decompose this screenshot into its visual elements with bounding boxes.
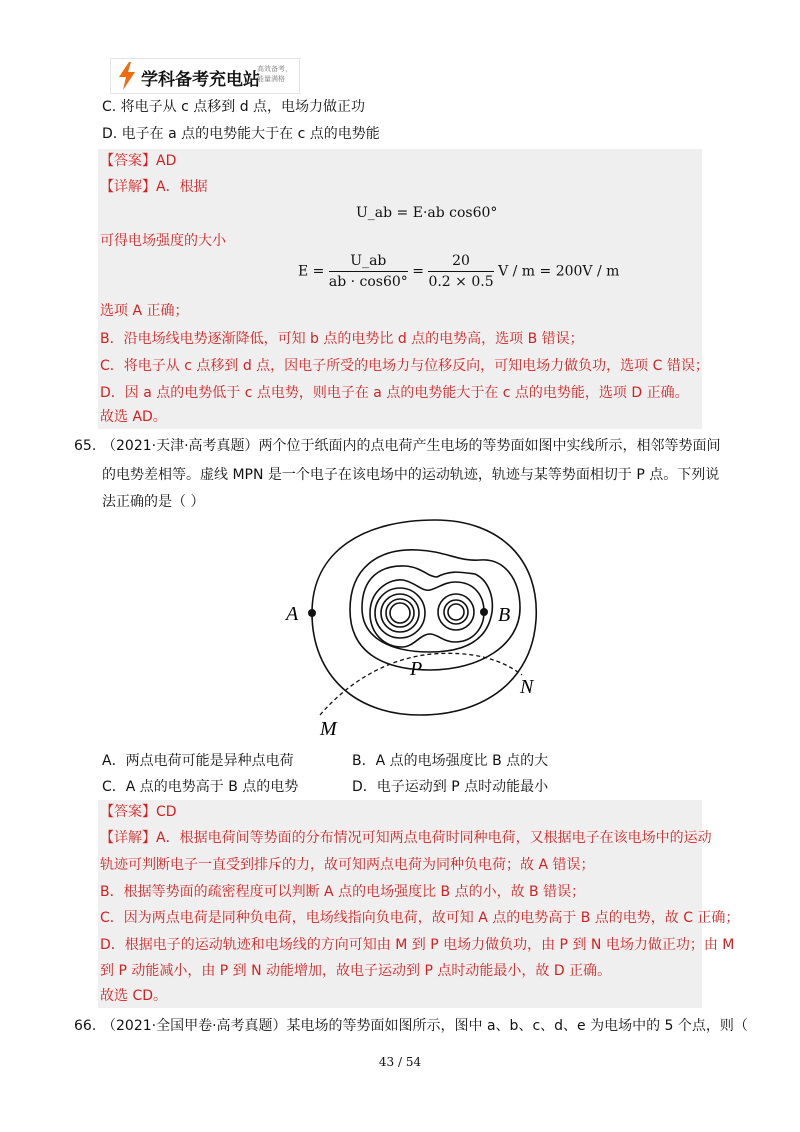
brand-logo bbox=[110, 58, 300, 94]
label-m: M bbox=[320, 718, 337, 740]
label-n: N bbox=[520, 676, 534, 698]
point-a-dot bbox=[308, 609, 316, 617]
logo-text: 学科备考充电站 bbox=[141, 70, 260, 90]
q65-option-b: B．A 点的电场强度比 B 点的大 bbox=[352, 753, 549, 769]
q65-detail-5: D．根据电子的运动轨迹和电场线的方向可知由 M 到 P 电场力做负功，由 P 到 N 电场力做正功；由 M bbox=[100, 937, 735, 953]
right-charge-ring-3 bbox=[448, 604, 464, 620]
eq2-lhs: E = bbox=[298, 263, 325, 280]
q65-detail-6: 到 P 动能减小，由 P 到 N 动能增加，故电子运动到 P 点时动能最小，故 D 正确。 bbox=[100, 963, 612, 979]
q64-equation-2 bbox=[298, 253, 619, 297]
peanut-equipotential bbox=[370, 580, 484, 647]
q65-number: 65. bbox=[74, 438, 97, 454]
eq2-fraction-2 bbox=[428, 253, 493, 290]
eq2-numerator-1: U_ab bbox=[329, 253, 408, 272]
q65-detail-3: B．根据等势面的疏密程度可以判断 A 点的电场强度比 B 点的小，故 B 错误； bbox=[100, 884, 586, 900]
point-b-dot bbox=[480, 608, 488, 616]
eq2-fraction-1 bbox=[329, 253, 408, 290]
q66-number: 66. bbox=[74, 1018, 97, 1034]
equipotential-figure bbox=[270, 510, 560, 745]
eq2-numerator-2: 20 bbox=[428, 253, 493, 272]
q66-stem-line-1: （2021·全国甲卷·高考真题）某电场的等势面如图所示，图中 a、b、c、d、e 为电场中的 5 个点，则（ bbox=[102, 1018, 748, 1034]
q65-detail-4: C．因为两点电荷是同种负电荷，电场线指向负电荷，故可知 A 点的电势高于 B 点的电势，故 C 正确； bbox=[100, 910, 740, 926]
q64-d-line: D．因 a 点的电势低于 c 点电势，则电子在 a 点的电势能大于在 c 点的电势能，选项 D 正确。 bbox=[100, 385, 689, 401]
q64-conclusion: 故选 AD。 bbox=[100, 409, 167, 425]
q64-detail-lead: 【详解】A．根据 bbox=[100, 179, 208, 195]
q65-stem-line-3: 法正确的是（ ） bbox=[102, 494, 205, 510]
page-number: 43 / 54 bbox=[378, 1055, 422, 1069]
q65-detail-1: 【详解】A．根据电荷间等势面的分布情况可知两点电荷时同种电荷，又根据电子在该电场中的运动 bbox=[100, 830, 712, 846]
left-charge-ring-1 bbox=[375, 588, 425, 638]
left-charge-ring-4 bbox=[390, 603, 410, 623]
q64-equation-1: U_ab = E·ab cos60° bbox=[356, 205, 498, 221]
lightning-icon bbox=[117, 62, 137, 90]
label-b: B bbox=[498, 604, 511, 626]
q64-option-c: C. 将电子从 c 点移到 d 点，电场力做正功 bbox=[102, 99, 366, 115]
q65-option-a: A．两点电荷可能是异种点电荷 bbox=[102, 753, 294, 769]
q64-b-line: B．沿电场线电势逐渐降低，可知 b 点的电势比 d 点的电势高，选项 B 错误； bbox=[100, 331, 584, 347]
eq2-denominator-2: 0.2 × 0.5 bbox=[428, 274, 494, 290]
label-p: P bbox=[410, 658, 423, 680]
q64-answer: 【答案】AD bbox=[100, 153, 177, 169]
q64-c-line: C．将电子从 c 点移到 d 点，因电子所受的电场力与位移反向，可知电场力做负功，选项 C 错误； bbox=[100, 358, 709, 374]
q64-answer-block bbox=[98, 149, 709, 429]
q65-stem-line-2: 的电势差相等。虚线 MPN 是一个电子在该电场中的运动轨迹，轨迹与某等势面相切于 P 点。下列说 bbox=[102, 467, 720, 483]
label-a: A bbox=[286, 603, 299, 625]
q64-a-correct: 选项 A 正确； bbox=[100, 303, 189, 319]
eq2-rhs: V / m = 200V / m bbox=[498, 263, 620, 280]
q65-detail-2: 轨迹可判断电子一直受到排斥的力，故可知两点电荷为同种负电荷；故 A 错误； bbox=[100, 857, 595, 873]
eq2-mid: = bbox=[412, 263, 424, 280]
q65-conclusion: 故选 CD。 bbox=[100, 988, 168, 1004]
q65-stem-line-1: （2021·天津·高考真题）两个位于纸面内的点电荷产生电场的等势面如图中实线所示，相邻等势面间 bbox=[102, 438, 721, 454]
eq2-denominator-1: ab · cos60° bbox=[328, 274, 408, 290]
q65-answer-block bbox=[98, 800, 740, 1008]
q65-answer: 【答案】CD bbox=[100, 804, 177, 820]
q65-option-d: D．电子运动到 P 点时动能最小 bbox=[352, 779, 549, 795]
q64-option-d: D. 电子在 a 点的电势能大于在 c 点的电势能 bbox=[102, 126, 380, 142]
q64-strength-text: 可得电场强度的大小 bbox=[100, 233, 226, 249]
logo-slogan: 高效备考，能量满格 bbox=[257, 65, 292, 83]
q65-option-c: C．A 点的电势高于 B 点的电势 bbox=[102, 779, 299, 795]
